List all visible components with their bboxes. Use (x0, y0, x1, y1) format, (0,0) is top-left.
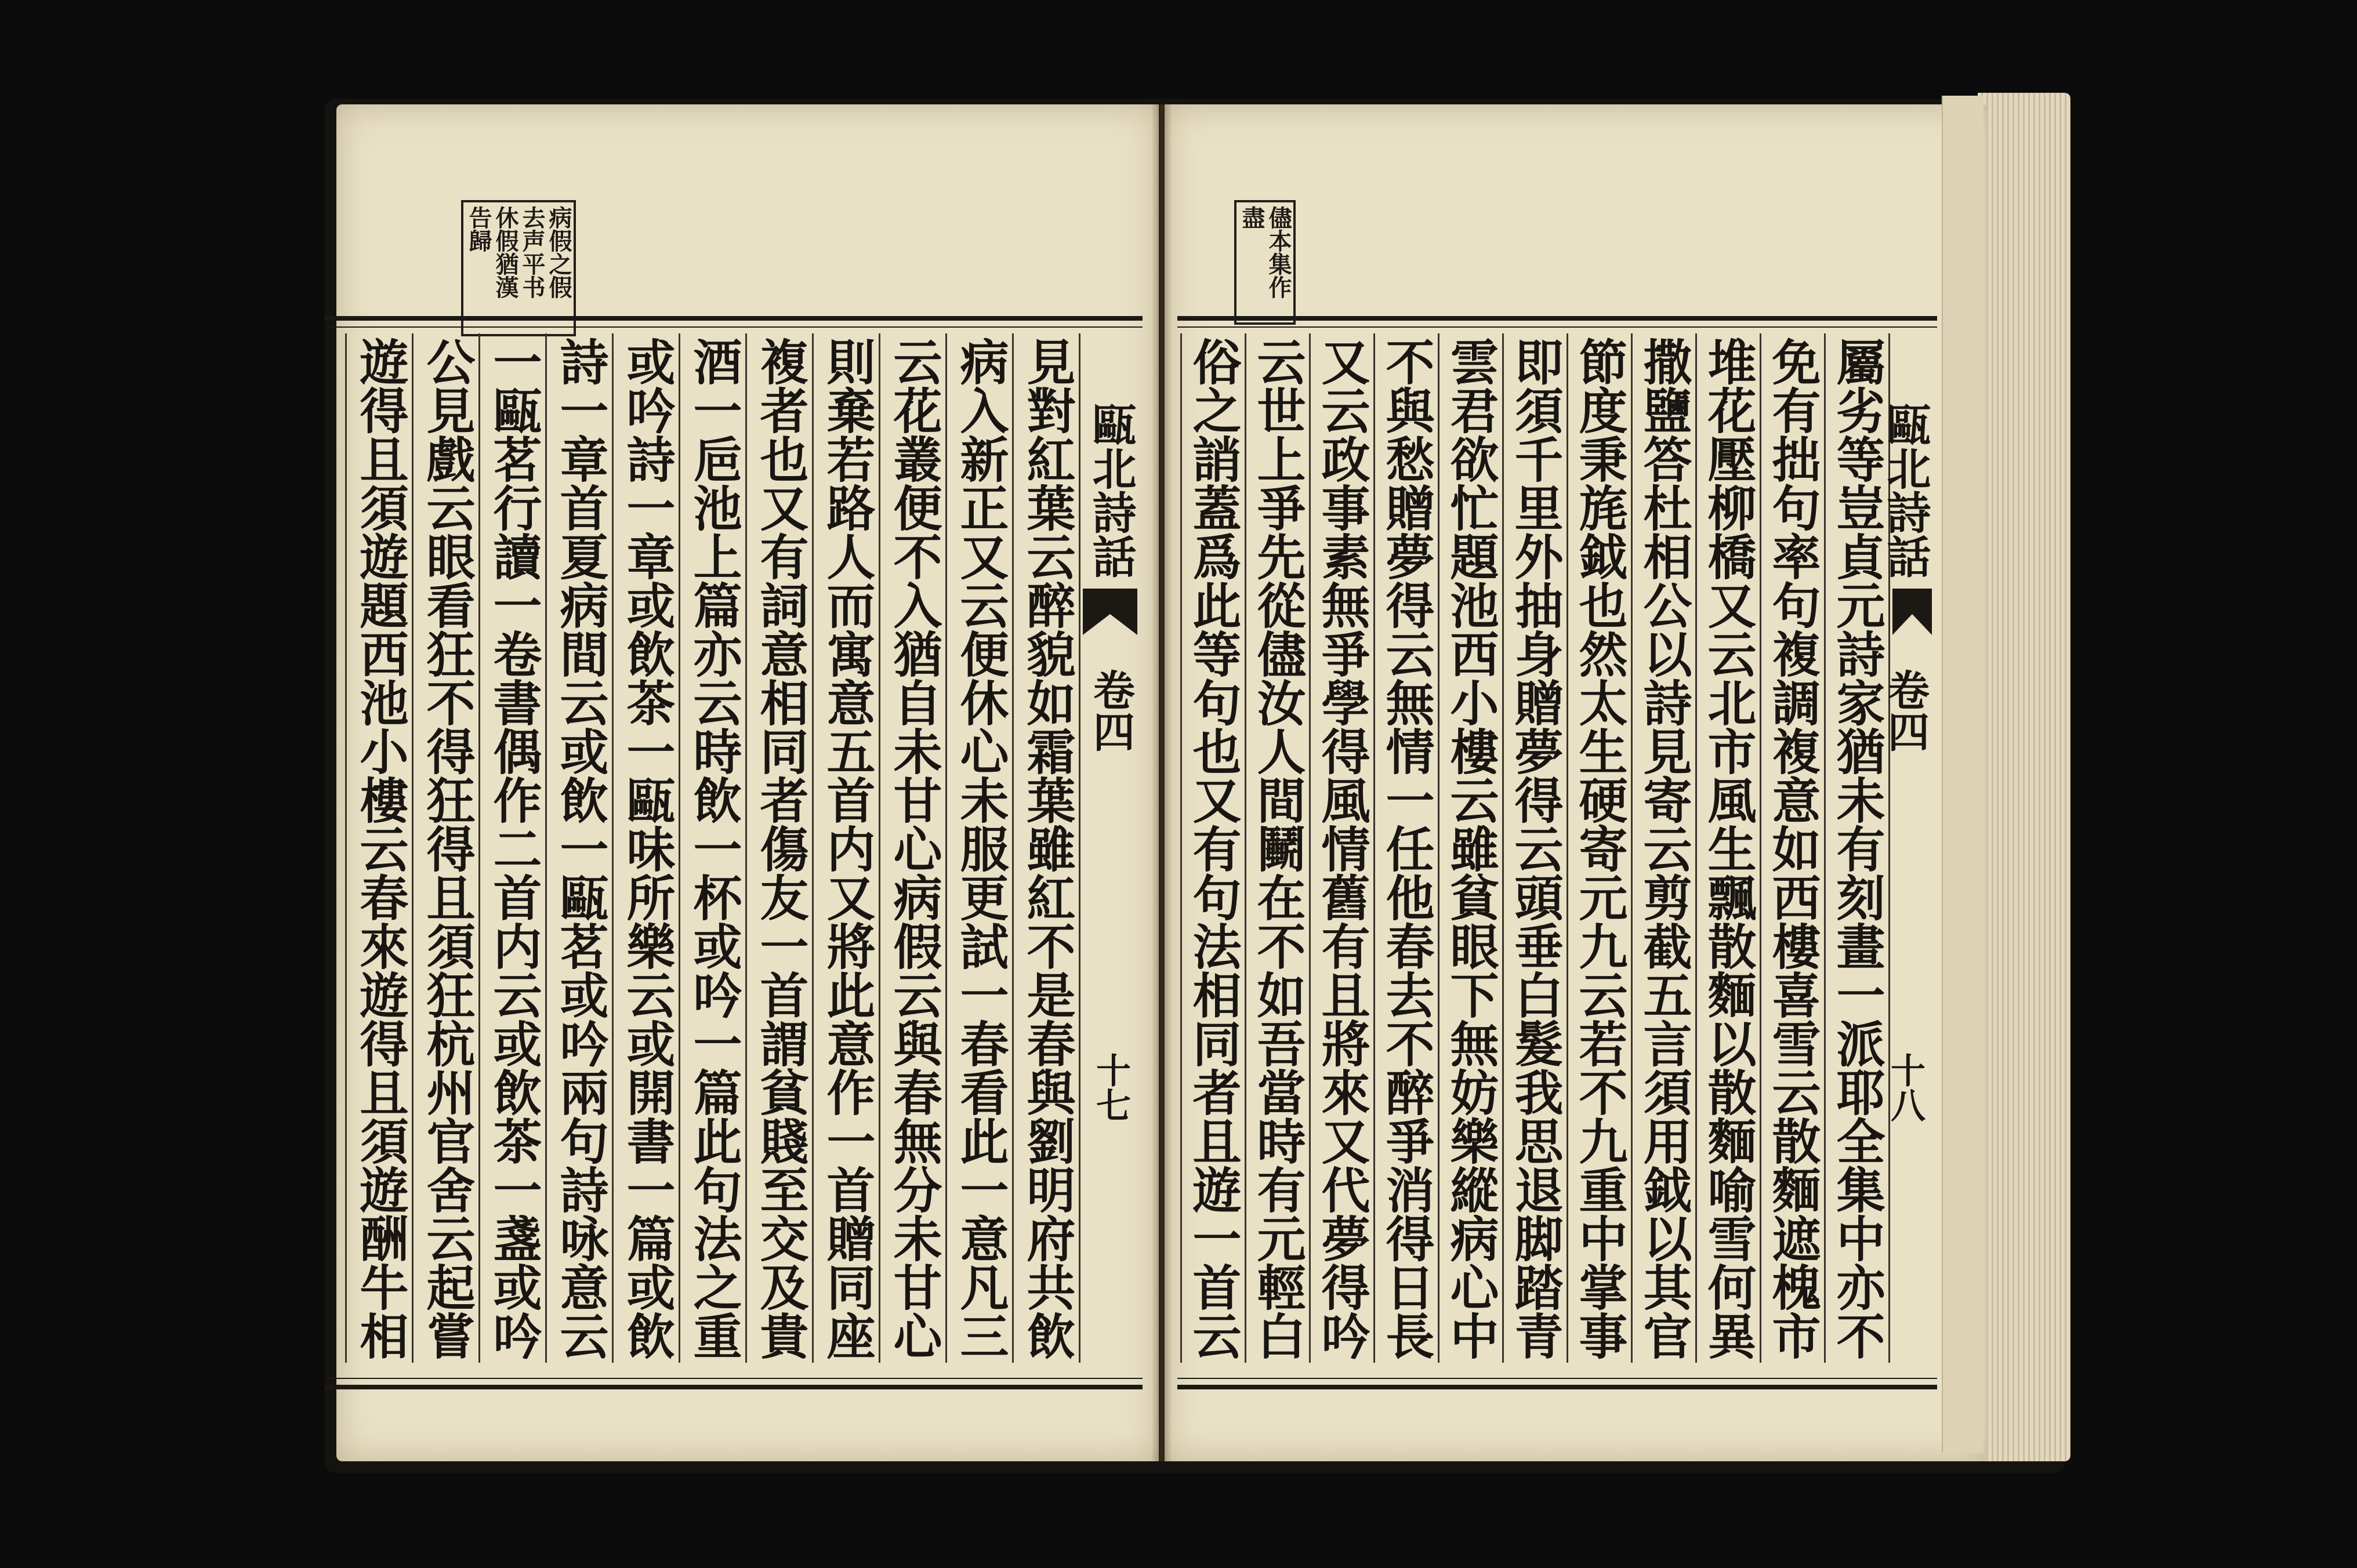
column-text: 複者也又有詞意相同者傷友一首謂貧賤至交及貴 (752, 336, 810, 1360)
right-margin-note (1234, 200, 1296, 325)
column-text: 酒一巵池上篇亦云時飲一杯或吟一篇此句法之重 (686, 336, 743, 1360)
text-column (1438, 333, 1502, 1363)
text-column (1309, 333, 1373, 1363)
fold-volume: 卷四 (1086, 669, 1136, 752)
text-column (345, 333, 412, 1363)
fold-title: 甌北詩話 (1880, 402, 1931, 578)
note-line: 病假之假 (545, 206, 572, 299)
note-line: 休假猶漢 (492, 206, 519, 299)
column-text: 屬劣等豈貞元詩家猶未有刻畫一派耶全集中亦不 (1829, 336, 1886, 1360)
column-text: 一甌茗行讀一卷書偶作二首内云或飲茶一盞或吟 (485, 336, 543, 1360)
column-text: 見對紅葉云醉貌如霜葉雖紅不是春與劉明府共飲 (1019, 336, 1076, 1360)
column-text: 節度秉旄鉞也然太生硬寄元九云若不九重中掌事 (1571, 336, 1629, 1360)
fold-page-number: 十八 (1885, 1052, 1926, 1122)
right-block-mouth (1880, 333, 1934, 1363)
text-column (1012, 333, 1079, 1363)
column-text: 雲君欲忙題池西小樓云雖貧眼下無妨樂縱病心中 (1442, 336, 1500, 1360)
text-column (1180, 333, 1245, 1363)
column-text: 云花叢便不入猶自未甘心病假云與春無分未甘心 (886, 336, 943, 1360)
column-text: 俗之誚蓋爲此等句也又有句法相同者且遊一首云 (1185, 336, 1242, 1360)
book-gutter (1151, 104, 1172, 1461)
column-text: 堆花壓柳橋又云北市風生飄散麵以散麵喻雪何異 (1700, 336, 1757, 1360)
text-column (478, 333, 545, 1363)
note-line: 儘本集作 (1265, 206, 1292, 299)
text-column (412, 333, 478, 1363)
column-text: 免有拙句率句複調複意如西樓喜雪云散麵遮槐市 (1764, 336, 1822, 1360)
text-column (1824, 333, 1888, 1363)
text-column (612, 333, 679, 1363)
text-column (812, 333, 879, 1363)
book-fore-edge (1942, 96, 1983, 1453)
text-column (1631, 333, 1695, 1363)
page-edges (1978, 93, 2070, 1461)
column-text: 不與愁贈夢得云無情一任他春去不醉爭消得日長 (1378, 336, 1435, 1360)
column-text: 云世上爭先從儘汝人間鬭在不如吾當時有元輕白 (1249, 336, 1307, 1360)
column-text: 撒鹽答杜相公以詩見寄云剪截五言須用鉞以其官 (1636, 336, 1693, 1360)
note-line: 告歸 (465, 206, 492, 252)
text-column (1245, 333, 1309, 1363)
text-column (1760, 333, 1824, 1363)
left-block-mouth (1079, 333, 1140, 1363)
column-text: 則棄若路人而寓意五首内又將此意作一首贈同座 (819, 336, 876, 1360)
left-page-columns (331, 333, 1140, 1363)
note-line: 去声平书 (518, 206, 546, 299)
column-text: 又云政事素無爭學得風情舊有且將來又代夢得吟 (1314, 336, 1371, 1360)
column-text: 即須千里外抽身贈夢得云頭垂白髮我思退脚踏青 (1507, 336, 1564, 1360)
column-text: 或吟詩一章或飲茶一甌味所樂云或開書一篇或飲 (619, 336, 676, 1360)
fold-title: 甌北詩話 (1085, 402, 1137, 578)
text-column (879, 333, 945, 1363)
column-text: 病入新正又云便休心未服更試一春看此一意凡三 (952, 336, 1010, 1360)
fold-page-number: 十七 (1090, 1052, 1131, 1122)
text-column (1502, 333, 1567, 1363)
text-column (945, 333, 1012, 1363)
column-text: 公見戲云眼看狂不得狂得且須狂杭州官舍云起嘗 (419, 336, 476, 1360)
text-column (1567, 333, 1631, 1363)
fold-volume: 卷四 (1881, 669, 1930, 752)
text-column (745, 333, 812, 1363)
text-column (1373, 333, 1438, 1363)
text-column (1695, 333, 1760, 1363)
note-line: 盡 (1238, 206, 1265, 229)
text-column (545, 333, 612, 1363)
column-text: 遊得且須遊題西池小樓云春來遊得且須遊酬牛相 (352, 336, 409, 1360)
text-column (679, 333, 745, 1363)
column-text: 詩一章首夏病間云或飲一甌茗或吟兩句詩咏意云 (552, 336, 610, 1360)
right-page-columns (1180, 333, 1934, 1363)
